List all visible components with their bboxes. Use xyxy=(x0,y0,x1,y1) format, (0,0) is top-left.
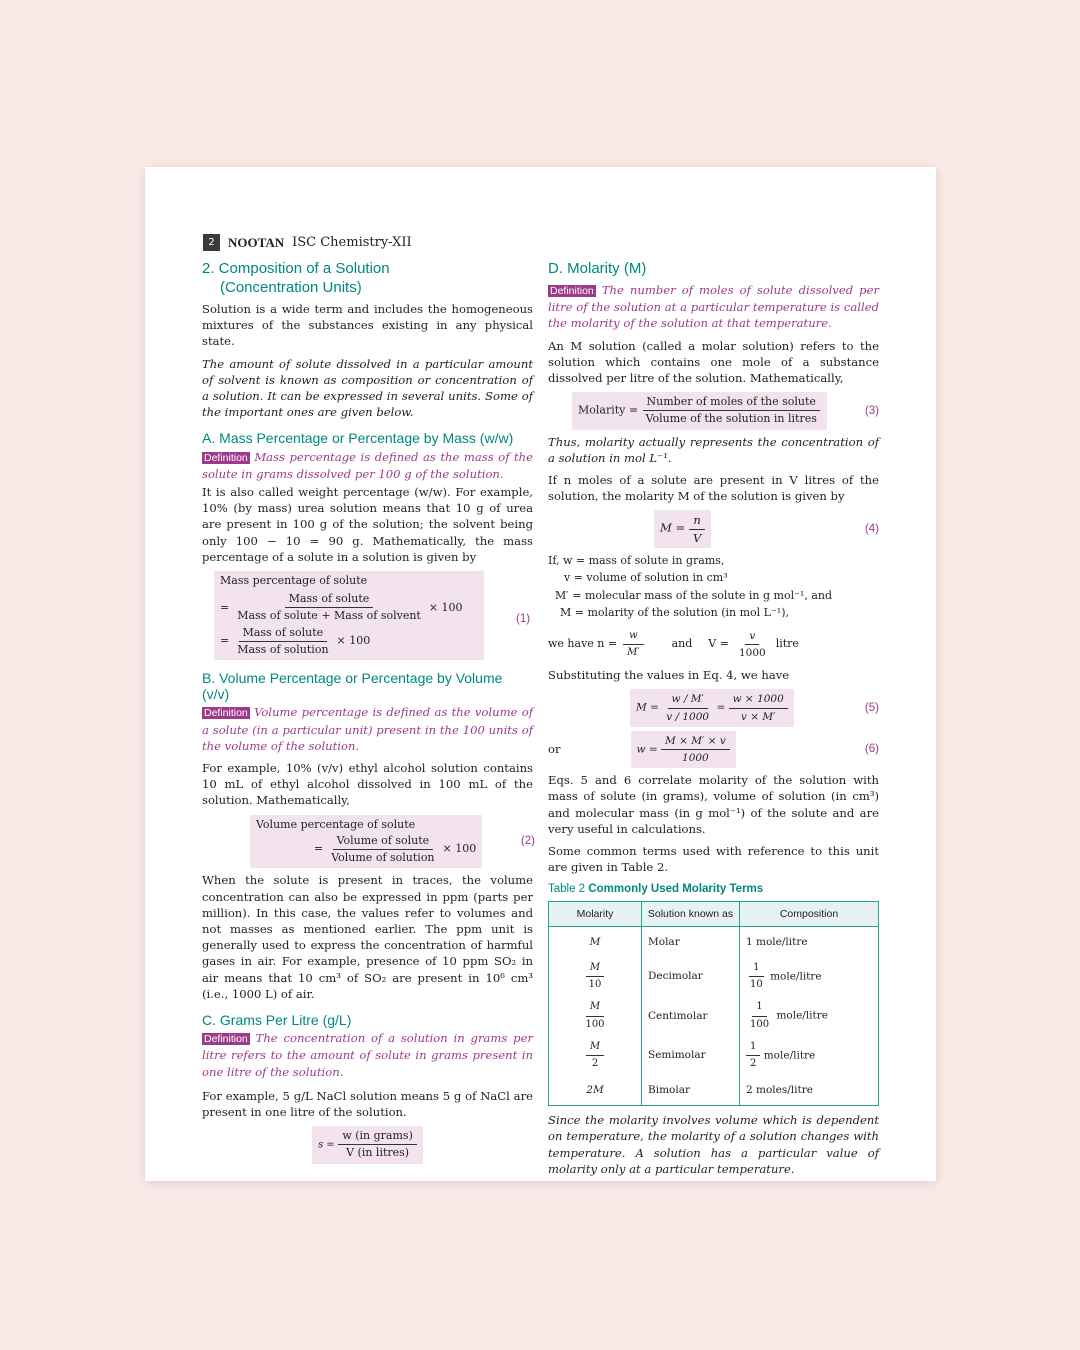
definition-b xyxy=(202,704,533,754)
subsection-a-title: A. Mass Percentage or Percentage by Mass (w/w) xyxy=(202,430,514,447)
equation-1a-fraction xyxy=(233,591,425,624)
eq-s-numerator: w (in grams) xyxy=(338,1128,417,1145)
book-title: ISC Chemistry-XII xyxy=(292,235,412,250)
eq5-fraction-1 xyxy=(662,691,713,724)
equation-3-number: (3) xyxy=(864,403,879,417)
equation-1-label: Mass percentage of solute xyxy=(220,574,368,588)
eq6-fraction xyxy=(661,733,730,766)
table-row xyxy=(549,957,879,996)
definition-tag: Definition xyxy=(204,1033,248,1046)
eq4-numerator: n xyxy=(689,512,704,529)
eq3-denominator: Volume of the solution in litres xyxy=(645,412,817,426)
table-row xyxy=(549,1075,879,1106)
molarity-cell: $\frac{M}{2}$ xyxy=(549,1036,642,1075)
eq5-denominator-2: v × M′ xyxy=(740,710,776,723)
molarity-cell: 2M xyxy=(549,1075,642,1106)
solution-name-cell: Molar xyxy=(642,926,740,957)
section-title-line1: 2. Composition of a Solution xyxy=(202,260,390,277)
eq1b-times: × 100 xyxy=(336,634,371,648)
n-numerator: w xyxy=(629,629,638,641)
eq5-lhs: M = xyxy=(636,702,659,715)
table-row xyxy=(549,926,879,957)
molarity-cell: M xyxy=(549,926,642,957)
equation-3-box xyxy=(572,392,827,429)
eq4-fraction xyxy=(689,512,705,545)
eq1b-numerator: Mass of solute xyxy=(239,625,328,642)
solution-name-cell: Semimolar xyxy=(642,1036,740,1075)
equation-2-number: (2) xyxy=(520,834,535,848)
definition-c-text: The concentration of a solution in grams per litre refers to the amount of solute in grams present in one litre of the solution. xyxy=(202,1031,534,1079)
eq-s-denominator: V (in litres) xyxy=(346,1146,410,1160)
definition-tag: Definition xyxy=(550,285,594,297)
equation-6 xyxy=(548,731,879,768)
n-fraction xyxy=(623,628,644,661)
table-header-row xyxy=(549,901,879,926)
subsection-c-title: C. Grams Per Litre (g/L) xyxy=(202,1011,352,1028)
v-lhs: V = xyxy=(708,637,729,651)
ppm-paragraph: When the solute is present in traces, the volume concentration can also be expressed in ppm (parts per million). In this case, the values refer to volumes and not masses as mentioned earlier. The ppm unit is generally used to express the concentration of harmful gases in air. For example, presence of 10 ppm SO₂ in air means that 10 cm³ of SO₂ are present in 10⁶ cm³ (i.e., 1000 L) of air. xyxy=(202,873,533,1001)
eq1b-denominator: Mass of solution xyxy=(237,642,329,656)
equation-1-number: (1) xyxy=(516,612,531,625)
def-mprime: M′ = molecular mass of the solute in g mol⁻¹, and xyxy=(555,588,833,602)
eq5-numerator-2: w × 1000 xyxy=(729,691,788,708)
def-v: v = volume of solution in cm³ xyxy=(564,571,728,585)
solution-name-cell: Bimolar xyxy=(642,1075,740,1106)
some-terms-paragraph: Some common terms used with reference to this unit are given in Table 2. xyxy=(548,844,879,875)
def-w: If, w = mass of solute in grams, xyxy=(548,553,725,567)
eq2-times: × 100 xyxy=(442,842,477,856)
v-fraction xyxy=(735,628,770,661)
definition-a xyxy=(202,449,533,482)
we-have-line xyxy=(548,628,879,661)
eq4-denominator: V xyxy=(692,530,702,545)
section-title-line2: (Concentration Units) xyxy=(220,279,362,296)
eq2-denominator: Volume of solution xyxy=(331,851,435,865)
eq1a-denominator: Mass of solute + Mass of solvent xyxy=(237,609,421,623)
solution-name-cell: Centimolar xyxy=(642,996,740,1035)
solution-name-cell: Decimolar xyxy=(642,957,740,996)
definition-a-text: Mass percentage is defined as the mass of the solute in grams dissolved per 100 g of the solution. xyxy=(202,449,533,481)
book-page xyxy=(145,167,936,1181)
eq1a-times: × 100 xyxy=(428,600,463,614)
substituting-paragraph: Substituting the values in Eq. 4, we have xyxy=(548,668,790,683)
equation-6-number: (6) xyxy=(864,742,879,756)
table-row xyxy=(549,996,879,1035)
table-caption xyxy=(548,881,879,897)
table-header: Composition xyxy=(740,901,879,926)
since-paragraph: Since the molarity involves volume which is dependent on temperature, the molarity of a solution changes with temperature. A solution has a particular value of molarity only at a particular temperature. xyxy=(548,1113,879,1176)
thus-paragraph: Thus, molarity actually represents the concentration of a solution in mol L⁻¹. xyxy=(548,434,879,465)
page-number: 2 xyxy=(203,234,220,251)
paragraph-b: For example, 10% (v/v) ethyl alcohol solution contains 10 mL of ethyl alcohol dissolved in 100 mL of the solution. Mathematically, xyxy=(202,761,533,808)
equation-2-fraction xyxy=(327,833,438,866)
definition-c xyxy=(202,1030,533,1080)
brand-name: NOOTAN xyxy=(228,234,285,250)
variable-definitions xyxy=(548,552,879,622)
table-header: Molarity xyxy=(549,901,642,926)
subsection-b-title: B. Volume Percentage or Percentage by Volume (v/v) xyxy=(202,670,503,703)
right-column xyxy=(548,259,879,1183)
eq2-numerator: Volume of solute xyxy=(333,833,434,850)
eq5-fraction-2 xyxy=(729,691,788,724)
table-caption-title: Commonly Used Molarity Terms xyxy=(588,883,764,896)
eq5-numerator-1: w / M′ xyxy=(668,691,708,708)
eq5-denominator-1: v / 1000 xyxy=(666,710,710,723)
equation-2-box: Volume percentage of solute = $\frac{\text{Volume of solute}}{\text{Volume of solution}}$ × 100 xyxy=(250,815,482,869)
eqs-paragraph: Eqs. 5 and 6 correlate molarity of the solution with mass of solute (in grams), volume of solution (in cm³) and molecular mass (in g mol⁻¹) of the solute and are very useful in calculations. xyxy=(548,773,879,836)
composition-cell: $\frac{1}{10}$ mole/litre xyxy=(740,957,879,996)
equation-5 xyxy=(548,689,879,726)
intro-paragraph-2: The amount of solute dissolved in a particular amount of solvent is known as composition or concentration of a solution. It can be expressed in several units. Some of the important ones are given below. xyxy=(202,356,533,420)
v-numerator: v xyxy=(745,628,759,645)
page-header xyxy=(203,234,412,251)
intro-paragraph-1: Solution is a wide term and includes the homogeneous mixtures of the substances existing in any physical state. xyxy=(202,302,533,349)
n-denominator: M′ xyxy=(623,644,644,661)
equation-5-number: (5) xyxy=(864,701,879,715)
composition-cell: $\frac{1}{100}$ mole/litre xyxy=(740,996,879,1035)
def-m: M = molarity of the solution (in mol L⁻¹), xyxy=(560,606,789,620)
equation-1b-fraction xyxy=(233,625,332,658)
eq6-denominator: 1000 xyxy=(682,752,709,765)
paragraph-c: For example, 5 g/L NaCl solution means 5 g of NaCl are present in one litre of the solution. xyxy=(202,1088,533,1119)
composition-cell: $\frac{1}{2}$ mole/litre xyxy=(740,1036,879,1075)
subsection-d-title: D. Molarity (M) xyxy=(548,260,647,277)
or-text: or xyxy=(548,742,561,757)
equation-5-box xyxy=(630,689,794,726)
eq5-equals: = xyxy=(716,702,726,715)
eq1a-numerator: Mass of solute xyxy=(285,591,374,608)
equation-1-box: Mass percentage of solute = $\frac{\text{Mass of solute}}{\text{Mass of solute + Mass of solvent}}$ × 100 = $\frac{\text{Mass of solute}}{\text{Mass of solution}}$ × 100 xyxy=(214,571,484,660)
equation-2 xyxy=(202,815,533,869)
composition-cell: 1 mole/litre xyxy=(740,926,879,957)
composition-cell: 2 moles/litre xyxy=(740,1075,879,1106)
eq6-lhs: w = xyxy=(636,743,658,756)
section-title xyxy=(202,259,533,297)
equation-s xyxy=(202,1126,533,1163)
molarity-cell: $\frac{M}{100}$ xyxy=(549,996,642,1035)
table-caption-prefix: Table 2 xyxy=(548,883,586,896)
equation-4-box xyxy=(654,510,711,547)
if-n-paragraph: If n moles of a solute are present in V litres of the solution, the molarity M of the solution is given by xyxy=(548,473,879,504)
paragraph-a: It is also called weight percentage (w/w). For example, 10% (by mass) urea solution means that 10 g of urea are present in 100 g of the solution; the solvent being only 100 − 10 = 90 g. Mathematically, the mass percentage of a solute in a solution is given by xyxy=(202,485,533,564)
equation-3 xyxy=(548,392,879,429)
definition-d xyxy=(548,282,879,332)
eq3-numerator: Number of moles of the solute xyxy=(643,394,820,411)
eq-s-lhs: s = xyxy=(318,1139,335,1151)
definition-b-text: Volume percentage is defined as the volume of a solute (in a particular unit) present in the 100 units of the volume of the solution. xyxy=(202,705,534,753)
equation-4-number: (4) xyxy=(864,522,879,536)
table-header: Solution known as xyxy=(642,901,740,926)
left-column xyxy=(202,259,533,1164)
v-denominator: 1000 xyxy=(738,647,766,660)
and-text: and xyxy=(671,637,693,651)
equation-6-box xyxy=(631,731,736,768)
we-have-text: we have n = xyxy=(548,637,618,651)
eq4-lhs: M = xyxy=(660,521,686,536)
equation-s-box xyxy=(312,1126,423,1163)
litre-text: litre xyxy=(775,637,799,651)
equation-4 xyxy=(548,510,879,547)
molarity-table xyxy=(548,901,879,1106)
eq3-fraction xyxy=(642,394,821,427)
eq6-numerator: M × M′ × v xyxy=(661,733,730,750)
equation-2-label: Volume percentage of solute xyxy=(256,817,416,831)
table-row xyxy=(549,1036,879,1075)
definition-tag: Definition xyxy=(204,451,248,464)
eq3-lhs: Molarity = xyxy=(578,403,639,417)
eq-s-fraction xyxy=(338,1128,417,1161)
definition-d-text: The number of moles of solute dissolved per litre of the solution at a particular temperature is called the molarity of the solution at that temperature. xyxy=(548,283,879,331)
molarity-cell: $\frac{M}{10}$ xyxy=(549,957,642,996)
definition-tag: Definition xyxy=(204,707,248,720)
paragraph-d: An M solution (called a molar solution) refers to the solution which contains one mole of a substance dissolved per litre of the solution. Mathematically, xyxy=(548,338,879,386)
